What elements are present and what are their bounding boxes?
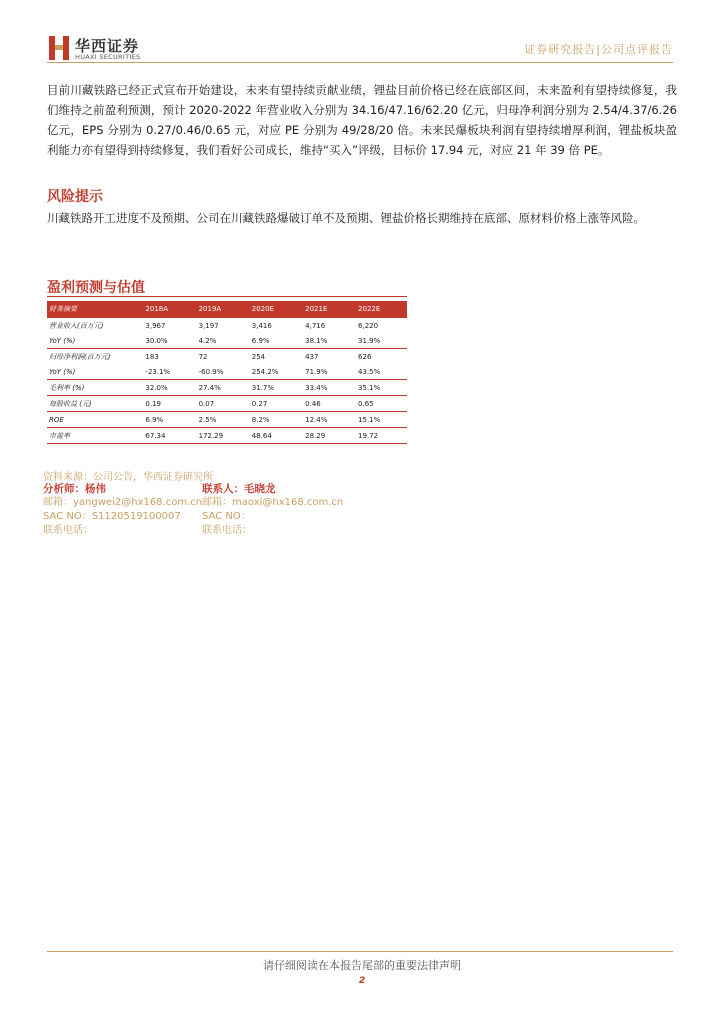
table-row — [47, 412, 407, 428]
risk-text: 川藏铁路开工进度不及预期、公司在川藏铁路爆破订单不及预期、锂盐价格长期维持在底部、原材料价格上涨等风险。 — [47, 211, 645, 225]
table-cell: 27.4% — [195, 380, 248, 396]
header-divider — [47, 62, 673, 63]
table-header-label: 财务摘要 — [47, 301, 141, 318]
table-cell: 43.5% — [358, 367, 381, 376]
table-cell: 38.1% — [305, 336, 328, 345]
table-cell: 6.9% — [251, 336, 270, 345]
report-type: 证券研究报告|公司点评报告 — [524, 43, 673, 56]
table-cell: 12.4% — [301, 412, 354, 428]
huaxi-logo — [47, 34, 157, 64]
table-row — [47, 333, 407, 349]
table-cell: 2.5% — [195, 412, 248, 428]
contact-block — [202, 482, 343, 538]
table-title-divider — [47, 296, 407, 297]
table-cell: 3,967 — [141, 318, 194, 334]
analyst-phone: 联系电话： — [43, 525, 93, 536]
table-row — [47, 318, 407, 334]
logo-cn-text: 华西证券 — [75, 37, 140, 55]
table-cell: 31.7% — [248, 380, 301, 396]
huaxi-logo-icon — [47, 34, 71, 62]
table-row-label: 归母净利润(百万元) — [47, 349, 141, 365]
table-cell: 72 — [195, 349, 248, 365]
body-paragraph: 目前川藏铁路已经正式宣布开始建设，未来有望持续贡献业绩，锂盐目前价格已经在底部区间，未来盈利有望持续修复，我们维持之前盈利预测，预计 2020-2022 年营业收入分别为 34.16/47.16/62.20 亿元，归母净利润分别为 2.54/4.37/6.26 亿元，EPS 分别为 0.27/0.46/0.65 元，对应 PE 分别为 49/28/20 倍。未来民爆板块利润有望持续增厚利润，锂盐板块盈利能力亦有望得到持续修复，我们看好公司成长，维持“买入”评级，目标价 17.94 元，对应 21 年 39 倍 PE。 — [47, 83, 677, 157]
table-cell: 254 — [248, 349, 301, 365]
table-cell: 32.0% — [141, 380, 194, 396]
table-cell: 67.34 — [141, 428, 194, 444]
table-header-row — [47, 301, 407, 318]
table-source: 资料来源：公司公告，华西证券研究所 — [43, 472, 213, 483]
table-cell: 0.65 — [354, 396, 407, 412]
table-cell: 28.29 — [301, 428, 354, 444]
analyst-email: 邮箱：yangwei2@hx168.com.cn — [43, 497, 203, 508]
table-cell: 437 — [301, 349, 354, 365]
table-cell: 15.1% — [354, 412, 407, 428]
logo-en-text: HUAXI SECURITIES — [75, 53, 141, 61]
table-cell: 4,716 — [301, 318, 354, 334]
table-cell: 0.19 — [141, 396, 194, 412]
table-cell: 172.29 — [195, 428, 248, 444]
table-row — [47, 396, 407, 412]
table-header-year: 2021E — [301, 301, 354, 318]
contact-name: 联系人：毛晓龙 — [202, 483, 276, 495]
table-row-label: 毛利率 (%) — [47, 380, 141, 396]
table-cell: 31.9% — [358, 336, 381, 345]
table-cell: 183 — [141, 349, 194, 365]
table-cell: 6,220 — [354, 318, 407, 334]
table-header-year: 2022E — [354, 301, 407, 318]
contact-phone: 联系电话： — [202, 525, 252, 536]
table-cell: 30.0% — [145, 336, 168, 345]
table-header-year: 2018A — [141, 301, 194, 318]
table-cell: -23.1% — [145, 367, 171, 376]
table-cell: 3,197 — [195, 318, 248, 334]
table-row-label: YoY (%) — [49, 367, 76, 376]
table-header-year: 2020E — [248, 301, 301, 318]
table-row — [47, 364, 407, 380]
contact-sac: SAC NO： — [202, 511, 251, 522]
table-cell: 3,416 — [248, 318, 301, 334]
table-cell: 35.1% — [354, 380, 407, 396]
table-cell: 71.9% — [305, 367, 328, 376]
table-cell: 626 — [354, 349, 407, 365]
financial-table — [47, 301, 407, 444]
table-row-label: 每股收益 (元) — [47, 396, 141, 412]
legal-notice: 请仔细阅读在本报告尾部的重要法律声明 — [263, 959, 461, 972]
table-title: 盈利预测与估值 — [47, 280, 145, 296]
table-cell: 254.2% — [251, 367, 279, 376]
footer-divider — [47, 951, 673, 952]
risk-title: 风险提示 — [47, 189, 103, 205]
table-row-label: 营业收入(百万元) — [47, 318, 141, 334]
table-cell: 33.4% — [301, 380, 354, 396]
table-row-label: ROE — [47, 412, 141, 428]
table-row — [47, 428, 407, 444]
table-cell: -60.9% — [198, 367, 224, 376]
table-cell: 0.46 — [301, 396, 354, 412]
table-header-year: 2019A — [195, 301, 248, 318]
table-cell: 4.2% — [198, 336, 217, 345]
table-cell: 6.9% — [141, 412, 194, 428]
page-number: 2 — [358, 976, 366, 986]
table-cell: 19.72 — [354, 428, 407, 444]
table-row-label: 市盈率 — [47, 428, 141, 444]
table-cell: 8.2% — [248, 412, 301, 428]
contact-email: 邮箱：maoxl@hx168.com.cn — [202, 497, 344, 508]
table-row-label: YoY (%) — [49, 336, 76, 345]
table-row — [47, 380, 407, 396]
analyst-block — [43, 482, 202, 538]
table-cell: 48.64 — [248, 428, 301, 444]
table-cell: 0.27 — [248, 396, 301, 412]
page-header — [0, 0, 724, 64]
analyst-name: 分析师：杨伟 — [43, 483, 106, 495]
table-cell: 0.07 — [195, 396, 248, 412]
analyst-sac: SAC NO：S1120519100007 — [43, 511, 181, 522]
table-row — [47, 349, 407, 365]
